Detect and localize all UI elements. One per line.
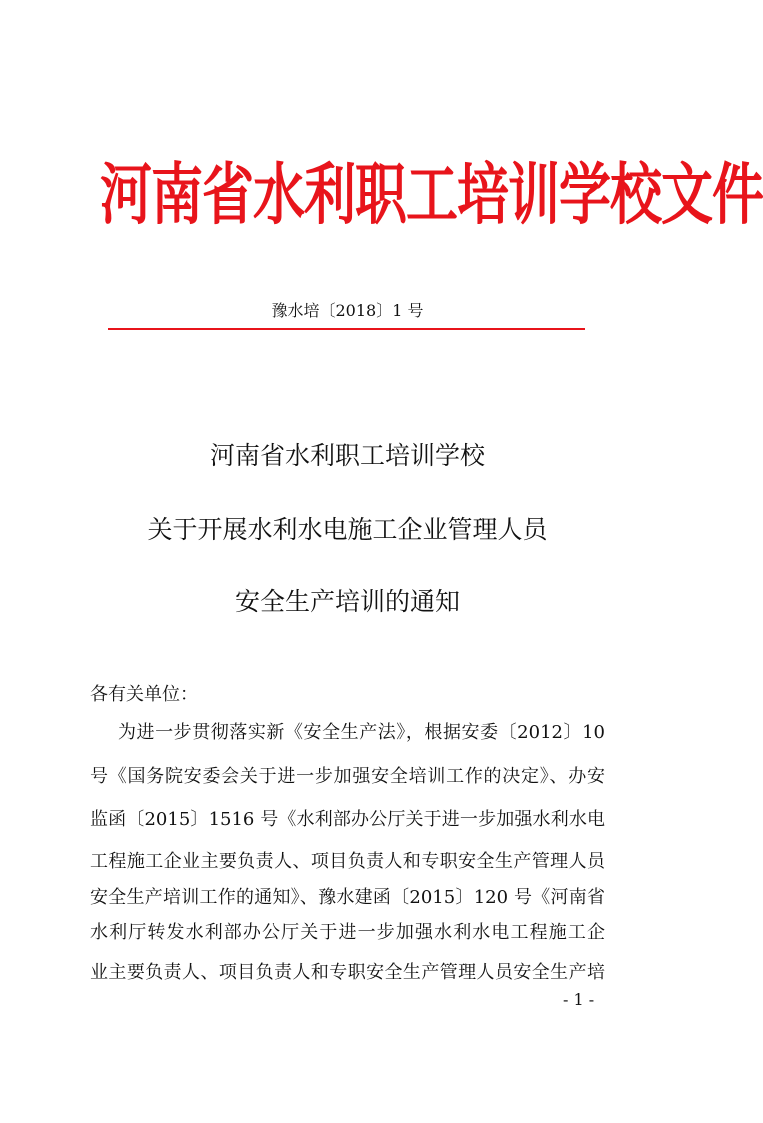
page-number: - 1 - [563, 990, 595, 1009]
salutation: 各有关单位： [90, 684, 198, 705]
notice-title-line-1: 河南省水利职工培训学校 [209, 441, 485, 470]
body-line: 业主要负责人、项目负责人和专职安全生产管理人员安全生产培 [90, 962, 605, 983]
body-line: 号《国务院安委会关于进一步加强安全培训工作的决定》、办安 [90, 766, 605, 787]
masthead-title: 河南省水利职工培训学校文件 [100, 155, 763, 234]
document-number: 豫水培〔2018〕1 号 [271, 301, 424, 320]
notice-title-line-3: 安全生产培训的通知 [234, 587, 460, 616]
body-line: 监函〔2015〕1516 号《水利部办公厅关于进一步加强水利水电 [90, 809, 605, 830]
notice-title-line-2: 关于开展水利水电施工企业管理人员 [147, 515, 548, 544]
red-divider-line [108, 328, 585, 330]
body-line: 为进一步贯彻落实新《安全生产法》，根据安委〔2012〕10 [118, 722, 605, 743]
body-line: 安全生产培训工作的通知》、豫水建函〔2015〕120 号《河南省 [90, 887, 605, 908]
body-line: 工程施工企业主要负责人、项目负责人和专职安全生产管理人员 [90, 851, 605, 872]
body-line: 水利厅转发水利部办公厅关于进一步加强水利水电工程施工企 [90, 922, 605, 943]
